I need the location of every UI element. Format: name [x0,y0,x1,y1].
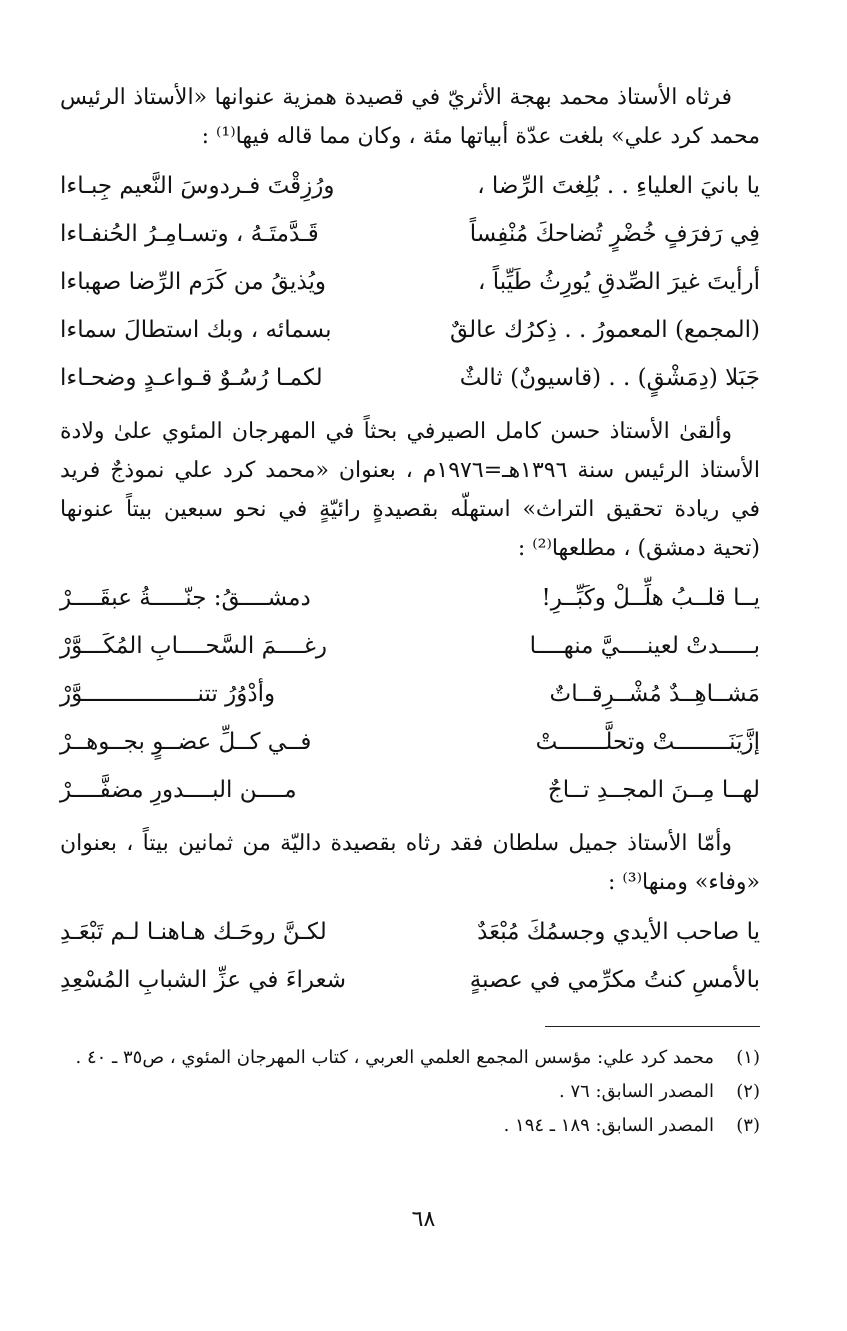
hemistich-second: لكمـا رُسُـوٌ قـواعـدٍ وضحـاءا [60,365,323,391]
paragraph-3: وأمّا الأستاذ جميل سلطان فقد رثاه بقصيدة داليّة من ثمانين بيتاً ، بعنوان «وفاء» ومنها⁽³⁾ : [60,831,760,895]
poem-2 [60,574,760,814]
footnote [60,1041,760,1075]
poem-3 [60,908,760,1004]
footnote [60,1075,760,1109]
hemistich-first: بـــــدتْ لعينــــيَّ منهــــا [529,633,760,659]
footnotes [60,1041,760,1143]
footnote-number: (٢) [736,1081,760,1102]
hemistich-first: يا بانيَ العلياءِ . . بُلِغتَ الرِّضا ، [477,173,760,199]
page-number: ٦٨ [411,1207,436,1232]
hemistich-first: إزَّيَنَــــــــتْ وتحلَّـــــــتْ [535,729,760,755]
footnote-divider [545,1026,760,1027]
hemistich-second: رغــــمَ السَّحــــابِ المُكَـــوَّرْ [60,633,327,659]
hemistich-second: دمشــــقُ: جنّـــــةُ عبقَــــرْ [60,585,311,611]
hemistich-first: أرأيتَ غيرَ الصِّدقِ يُورِثُ طَيِّباً ، [477,269,760,295]
footnote-number: (٣) [736,1115,760,1136]
footnote [60,1109,760,1143]
verse-line [60,354,760,402]
verse-line [60,766,760,814]
verse-line [60,670,760,718]
hemistich-first: لهــا مِــنَ المجــدِ تــاجٌ [547,777,760,803]
verse-line [60,718,760,766]
hemistich-second: فــي كــلِّ عضــوٍ بجــوهــرْ [60,729,312,755]
hemistich-first: بالأمسِ كنتُ مكرِّمي في عصبةٍ [469,967,760,993]
hemistich-first: (المجمع) المعمورُ . . ذِكرُك عالقٌ [449,317,760,343]
footnote-text: المصدر السابق: ١٨٩ ـ ١٩٤ . [503,1115,714,1136]
hemistich-second: لكـنَّ روحَـك هـاهنـا لـم تَبْعَـدِ [60,919,327,945]
hemistich-second: شعراءَ في عزِّ الشبابِ المُسْعِدِ [60,967,346,993]
hemistich-first: يا صاحب الأيدي وجسمُكَ مُبْعَدٌ [477,919,760,945]
hemistich-first: يــا قلــبُ هلِّــلْ وكَبِّــرِ! [541,585,760,611]
verse-line [60,258,760,306]
verse-line [60,956,760,1004]
page-body [60,78,760,1143]
footnote-number: (١) [736,1047,760,1068]
verse-line [60,908,760,956]
hemistich-second: مــــن البــــدورِ مضفَّــــرْ [60,777,297,803]
hemistich-first: فِي رَفرَفٍ خُضْرٍ تُضاحكَ مُنْفِساً [469,221,760,247]
verse-line [60,306,760,354]
hemistich-first: مَشــاهِــدٌ مُشْــرِقــاتٌ [549,681,760,707]
poem-1 [60,162,760,402]
paragraph-1: فرثاه الأستاذ محمد بهجة الأثريّ في قصيدة همزية عنوانها «الأستاذ الرئيس محمد كرد علي» بلغت عدّة أبياتها مئة ، وكان مما قاله فيها⁽¹⁾ : [60,85,760,149]
verse-line [60,162,760,210]
footnote-text: محمد كرد علي: مؤسس المجمع العلمي العربي ، كتاب المهرجان المئوي ، ص٣٥ ـ ٤٠ . [75,1047,714,1068]
hemistich-second: ورُزِقْتَ فـردوسَ النَّعيم جِبـاءا [60,173,335,199]
verse-line [60,574,760,622]
hemistich-second: بسمائه ، وبك استطالَ سماءا [60,317,332,343]
footnote-text: المصدر السابق: ٧٦ . [559,1081,714,1102]
verse-line [60,210,760,258]
hemistich-second: قَـدَّمتَـهُ ، وتسـامِـرُ الحُنفـاءا [60,221,319,247]
verse-line [60,622,760,670]
hemistich-first: جَبَلا (دِمَشْقٍ) . . (قاسيونٌ) ثالثٌ [459,365,760,391]
hemistich-second: وأدْوُرُ تتنـــــــــــــــــوَّرْ [60,681,276,707]
paragraph-2: وألقىٰ الأستاذ حسن كامل الصيرفي بحثاً في المهرجان المئوي علىٰ ولادة الأستاذ الرئيس سنة ١٣٩٦هـ=١٩٧٦م ، بعنوان «محمد كرد علي نموذجٌ فريد في ريادة تحقيق التراث» استهلّه بقصيدةٍ رائيّةٍ في نحو سبعين بيتاً عنونها (تحية دمشق) ، مطلعها⁽²⁾ : [60,419,760,561]
hemistich-second: ويُذيقُ من كَرَم الرِّضا صهباءا [60,269,327,295]
